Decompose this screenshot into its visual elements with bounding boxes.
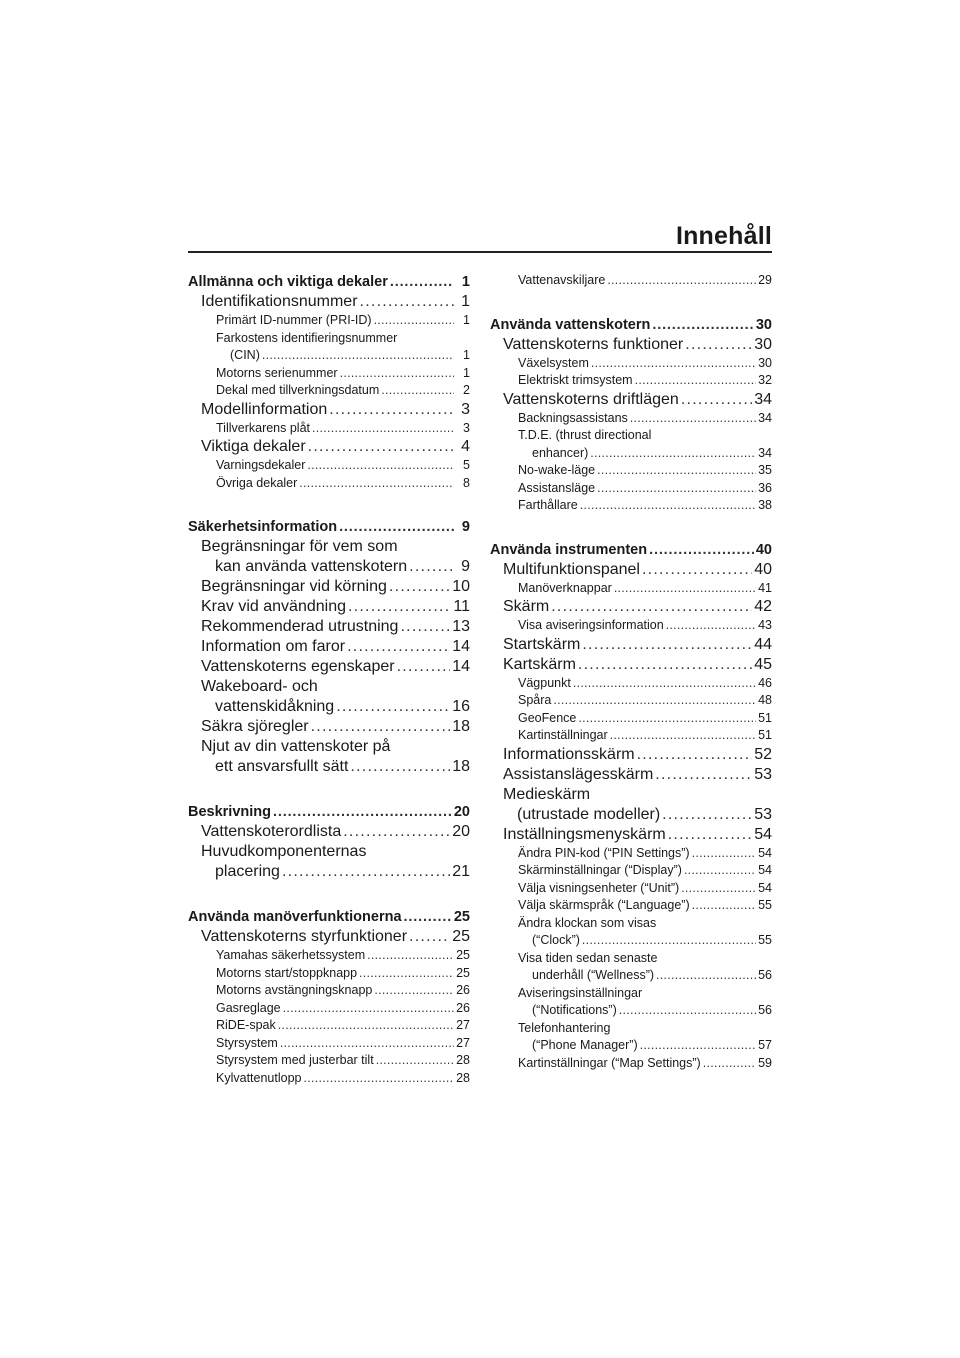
dot-leader: [666, 617, 756, 635]
toc-entry-page: 18: [452, 718, 470, 735]
toc-entry-page: 1: [463, 365, 470, 380]
toc-entry-title: Vattenskoterns funktioner: [503, 335, 684, 353]
toc-entry[interactable]: [188, 677, 470, 717]
toc-entry-title: Vattenskoterns driftlägen: [503, 390, 679, 408]
dot-leader: [551, 597, 752, 617]
dot-leader: [329, 400, 454, 420]
toc-entry-title: Kartinställningar: [518, 728, 608, 742]
toc-right-column: [490, 272, 772, 1072]
dot-leader: [278, 1017, 454, 1035]
toc-entry-page: 25: [453, 909, 470, 925]
dot-leader: [582, 635, 752, 655]
toc-entry-page: 54: [758, 845, 772, 860]
toc-entry-page: 26: [456, 983, 470, 997]
dot-leader: [303, 1070, 454, 1088]
dot-leader: [376, 1052, 454, 1070]
toc-entry-page: 4: [461, 438, 470, 455]
toc-entry[interactable]: [188, 420, 470, 438]
toc-entry-title: Aviseringsinställningar: [518, 985, 643, 1000]
toc-entry-title-continued: (utrustade modeller): [517, 805, 661, 823]
toc-entry-title: Använda instrumenten: [490, 541, 648, 558]
toc-entry-page: 3: [461, 400, 470, 418]
toc-entry-page: 52: [754, 745, 772, 763]
toc-entry-page: 11: [453, 598, 470, 615]
toc-entry-page: 32: [758, 373, 772, 387]
toc-entry-title: Styrsystem: [216, 1035, 278, 1050]
toc-entry[interactable]: [490, 1020, 772, 1055]
toc-entry[interactable]: [188, 517, 470, 537]
toc-entry-title: Elektriskt trimsystem: [518, 373, 633, 387]
dot-leader: [359, 965, 454, 983]
toc-entry-page: 3: [463, 420, 470, 435]
toc-entry-title: Krav vid användning: [201, 598, 346, 615]
toc-entry-page: 27: [456, 1035, 470, 1050]
toc-entry[interactable]: [188, 577, 470, 597]
toc-entry-title: Använda vattenskotern: [490, 316, 651, 333]
toc-entry[interactable]: [490, 462, 772, 480]
toc-entry[interactable]: [490, 497, 772, 515]
toc-entry[interactable]: [188, 330, 470, 365]
dot-leader: [409, 927, 450, 947]
dot-leader: [619, 1002, 756, 1020]
toc-entry[interactable]: [188, 437, 470, 457]
toc-entry-title: Säkra sjöregler: [201, 718, 309, 735]
dot-leader: [668, 825, 752, 845]
dot-leader: [582, 932, 756, 950]
toc-entry-title: Vattenskoterns egenskaper: [201, 658, 395, 675]
toc-entry-title: No-wake-läge: [518, 463, 596, 477]
dot-leader: [590, 445, 756, 463]
toc-entry-title: Manöverknappar: [518, 580, 612, 595]
toc-entry-page: 20: [452, 823, 470, 840]
toc-entry[interactable]: [188, 1035, 470, 1053]
toc-entry[interactable]: [188, 657, 470, 677]
dot-leader: [597, 480, 756, 498]
toc-entry-title: Säkerhetsinformation: [188, 519, 338, 535]
toc-entry-page: 1: [463, 348, 470, 362]
dot-leader: [553, 692, 756, 710]
dot-leader: [607, 272, 756, 290]
toc-entry-title: Ändra PIN-kod (“PIN Settings”): [518, 845, 690, 860]
toc-entry-title: RiDE-spak: [216, 1018, 276, 1032]
dot-leader: [390, 272, 454, 292]
toc-entry-title: Allmänna och viktiga dekaler: [188, 274, 388, 290]
toc-entry-title: Kartinställningar (“Map Settings”): [518, 1055, 701, 1070]
toc-entry[interactable]: [490, 785, 772, 825]
toc-entry-page: 40: [754, 560, 772, 578]
toc-entry[interactable]: [188, 947, 470, 965]
toc-entry-page: 45: [754, 655, 772, 673]
toc-entry[interactable]: [188, 365, 470, 383]
toc-entry-page: 56: [758, 968, 772, 982]
toc-entry-title: Assistanslägesskärm: [503, 765, 654, 783]
dot-leader: [374, 982, 454, 1000]
toc-entry-page: 14: [452, 658, 470, 675]
toc-entry-page: 26: [456, 1000, 470, 1015]
toc-entry-page: 34: [758, 445, 772, 460]
toc-entry-title-continued: (“Clock”): [532, 933, 580, 947]
toc-entry-title-continued: placering: [215, 863, 280, 880]
toc-entry-page: 44: [754, 635, 772, 653]
toc-entry[interactable]: [188, 637, 470, 657]
dot-leader: [347, 637, 450, 657]
toc-entry-page: 30: [755, 316, 772, 333]
toc-entry-title: Vägpunkt: [518, 675, 571, 690]
toc-entry-title: Använda manöverfunktionerna: [188, 909, 402, 925]
toc-entry-title: Inställningsmenyskärm: [503, 825, 666, 843]
toc-entry-title-continued: underhåll (“Wellness”): [532, 968, 655, 982]
dot-leader: [662, 805, 752, 825]
dot-leader: [340, 365, 454, 383]
toc-entry-page: 51: [758, 710, 772, 725]
dot-leader: [681, 390, 752, 410]
toc-entry-title-continued: (“Phone Manager”): [532, 1038, 638, 1052]
toc-entry[interactable]: [490, 845, 772, 863]
toc-entry[interactable]: [490, 480, 772, 498]
toc-entry-title: Kartskärm: [503, 655, 576, 673]
toc-entry-page: 36: [758, 480, 772, 495]
toc-entry-title: Styrsystem med justerbar tilt: [216, 1053, 374, 1067]
dot-leader: [400, 617, 450, 637]
toc-entry[interactable]: [490, 427, 772, 462]
toc-entry-page: 14: [452, 638, 470, 655]
toc-left-column: [188, 272, 470, 1087]
toc-entry-title: Identifikationsnummer: [201, 293, 358, 310]
toc-entry[interactable]: [490, 897, 772, 915]
toc-entry[interactable]: [188, 822, 470, 842]
toc-entry[interactable]: [188, 272, 470, 292]
dot-leader: [273, 802, 452, 822]
toc-entry-page: 51: [758, 728, 772, 742]
toc-entry[interactable]: [490, 655, 772, 675]
dot-leader: [307, 457, 454, 475]
toc-entry-title: GeoFence: [518, 710, 577, 725]
toc-entry-title: Njut av din vattenskoter på: [201, 738, 391, 755]
toc-entry-page: 5: [463, 458, 470, 472]
dot-leader: [350, 757, 450, 777]
toc-entry[interactable]: [490, 915, 772, 950]
toc-entry-title: Viktiga dekaler: [201, 438, 306, 455]
toc-entry[interactable]: [490, 765, 772, 785]
toc-entry[interactable]: [490, 745, 772, 765]
toc-entry-title: Begränsningar vid körning: [201, 578, 387, 595]
toc-entry-page: 34: [754, 390, 772, 408]
dot-leader: [649, 540, 754, 560]
toc-entry[interactable]: [490, 635, 772, 655]
toc-entry[interactable]: [188, 292, 470, 312]
toc-entry-title: Skärminställningar (“Display”): [518, 863, 682, 877]
toc-entry[interactable]: [188, 617, 470, 637]
dot-leader: [409, 557, 454, 577]
toc-entry-title: Wakeboard- och: [201, 678, 318, 695]
toc-entry-page: 21: [452, 863, 470, 880]
dot-leader: [312, 420, 454, 438]
toc-entry[interactable]: [188, 537, 470, 577]
dot-leader: [597, 462, 756, 480]
dot-leader: [367, 947, 454, 965]
dot-leader: [684, 862, 756, 880]
toc-entry-title: Informationsskärm: [503, 745, 635, 763]
toc-entry-page: 43: [758, 618, 772, 632]
toc-entry-page: 28: [456, 1070, 470, 1085]
toc-entry[interactable]: [490, 862, 772, 880]
toc-entry[interactable]: [188, 842, 470, 882]
toc-entry[interactable]: [188, 1052, 470, 1070]
toc-entry-page: 56: [758, 1003, 772, 1017]
dot-leader: [692, 845, 756, 863]
toc-entry[interactable]: [490, 355, 772, 373]
dot-leader: [374, 312, 454, 330]
toc-entry[interactable]: [490, 315, 772, 335]
dot-leader: [642, 560, 752, 580]
toc-entry[interactable]: [490, 597, 772, 617]
toc-entry-page: 54: [758, 880, 772, 895]
toc-entry[interactable]: [490, 825, 772, 845]
dot-leader: [578, 655, 752, 675]
toc-entry-title: Multifunktionspanel: [503, 560, 640, 578]
dot-leader: [656, 967, 756, 985]
dot-leader: [311, 717, 451, 737]
toc-entry-page: 48: [758, 693, 772, 707]
toc-entry[interactable]: [490, 580, 772, 598]
toc-entry[interactable]: [188, 400, 470, 420]
toc-entry[interactable]: [188, 737, 470, 777]
toc-entry-page: 59: [758, 1055, 772, 1070]
toc-entry-page: 9: [461, 519, 470, 535]
toc-entry-title-continued: enhancer): [532, 445, 589, 460]
toc-entry-page: 2: [463, 383, 470, 397]
toc-entry[interactable]: [188, 457, 470, 475]
dot-leader: [681, 880, 756, 898]
toc-entry[interactable]: [490, 692, 772, 710]
toc-entry[interactable]: [490, 335, 772, 355]
toc-entry-title: Motorns avstängningsknapp: [216, 983, 373, 997]
toc-entry-title: Tillverkarens plåt: [216, 420, 311, 435]
toc-entry-page: 27: [456, 1018, 470, 1032]
toc-entry-page: 57: [758, 1038, 772, 1052]
toc-entry-title: Vattenskoterordlista: [201, 823, 342, 840]
dot-leader: [685, 335, 752, 355]
toc-entry-title: Skärm: [503, 598, 550, 615]
toc-entry-title: Ändra klockan som visas: [518, 915, 657, 930]
toc-entry-page: 30: [754, 335, 772, 353]
toc-entry[interactable]: [490, 560, 772, 580]
toc-entry-page: 25: [456, 965, 470, 980]
toc-entry-page: 34: [758, 410, 772, 425]
toc-entry-title: Visa tiden sedan senaste: [518, 950, 658, 965]
toc-entry[interactable]: [188, 1070, 470, 1088]
toc-entry-title: Modellinformation: [201, 400, 328, 418]
toc-entry-title: Huvudkomponenternas: [201, 843, 367, 860]
toc-entry-title: Kylvattenutlopp: [216, 1070, 302, 1085]
toc-entry[interactable]: [490, 390, 772, 410]
toc-entry[interactable]: [490, 372, 772, 390]
dot-leader: [404, 907, 452, 927]
toc-entry-title-continued: kan använda vattenskotern: [215, 558, 408, 575]
toc-entry-title: Backningsassistans: [518, 410, 628, 425]
toc-entry[interactable]: [490, 675, 772, 693]
toc-entry-title-continued: (“Notifications”): [532, 1003, 617, 1017]
toc-entry-title: Spåra: [518, 693, 552, 707]
dot-leader: [652, 315, 754, 335]
toc-entry-page: 20: [453, 804, 470, 820]
toc-entry[interactable]: [490, 1055, 772, 1073]
toc-entry-title: Vattenavskiljare: [518, 273, 606, 287]
toc-entry-title: Begränsningar för vem som: [201, 538, 398, 555]
toc-entry-title: Välja visningsenheter (“Unit”): [518, 880, 680, 895]
toc-entry-title: Motorns start/stoppknapp: [216, 965, 358, 980]
toc-entry-page: 41: [758, 580, 772, 595]
toc-entry-title: Telefonhantering: [518, 1020, 611, 1035]
dot-leader: [703, 1055, 756, 1073]
toc-entry[interactable]: [188, 927, 470, 947]
title-divider: [188, 251, 772, 253]
toc-entry-page: 13: [452, 618, 470, 635]
dot-leader: [299, 475, 454, 493]
toc-entry[interactable]: [188, 475, 470, 493]
toc-entry-page: 9: [461, 558, 470, 575]
toc-entry-title: T.D.E. (thrust directional: [518, 428, 652, 442]
dot-leader: [630, 410, 756, 428]
toc-entry-title: Assistansläge: [518, 480, 596, 495]
toc-entry-title: Övriga dekaler: [216, 475, 298, 490]
toc-entry-title-continued: vattenskidåkning: [215, 698, 335, 715]
toc-entry-title: Varningsdekaler: [216, 458, 306, 472]
toc-entry-page: 53: [754, 805, 772, 823]
toc-entry-page: 28: [456, 1053, 470, 1067]
toc-entry-title: Dekal med tillverkningsdatum: [216, 383, 380, 397]
toc-entry[interactable]: [188, 717, 470, 737]
toc-entry[interactable]: [188, 597, 470, 617]
dot-leader: [348, 597, 451, 617]
toc-entry-page: 16: [452, 698, 470, 715]
toc-entry-title: Motorns serienummer: [216, 365, 338, 380]
toc-entry-page: 18: [452, 758, 470, 775]
dot-leader: [339, 517, 454, 537]
toc-entry-page: 1: [461, 274, 470, 290]
toc-entry-page: 10: [452, 578, 470, 595]
toc-entry[interactable]: [490, 272, 772, 290]
toc-entry-page: 8: [463, 475, 470, 490]
toc-entry[interactable]: [188, 1017, 470, 1035]
toc-entry-page: 35: [758, 463, 772, 477]
toc-entry[interactable]: [188, 982, 470, 1000]
dot-leader: [280, 1035, 454, 1053]
toc-entry[interactable]: [490, 950, 772, 985]
dot-leader: [389, 577, 450, 597]
dot-leader: [308, 437, 454, 457]
toc-entry-page: 25: [456, 948, 470, 962]
dot-leader: [343, 822, 450, 842]
toc-entry-title: Startskärm: [503, 635, 581, 653]
toc-entry-page: 25: [452, 928, 470, 945]
page-title: Innehåll: [675, 222, 772, 250]
toc-entry-title: Primärt ID-nummer (PRI-ID): [216, 313, 372, 327]
toc-entry-page: 55: [758, 933, 772, 947]
toc-entry-page: 29: [758, 273, 772, 287]
toc-entry-title: Beskrivning: [188, 804, 271, 820]
toc-entry-page: 53: [754, 765, 772, 783]
toc-entry[interactable]: [188, 1000, 470, 1018]
dot-leader: [610, 727, 756, 745]
toc-entry[interactable]: [490, 985, 772, 1020]
toc-entry-title: Rekommenderad utrustning: [201, 618, 399, 635]
dot-leader: [635, 372, 756, 390]
dot-leader: [692, 897, 756, 915]
dot-leader: [283, 1000, 454, 1018]
dot-leader: [614, 580, 756, 598]
toc-entry-title: Information om faror: [201, 638, 346, 655]
toc-entry[interactable]: [490, 727, 772, 745]
toc-entry[interactable]: [188, 802, 470, 822]
toc-entry[interactable]: [490, 617, 772, 635]
toc-entry-title-continued: ett ansvarsfullt sätt: [215, 758, 349, 775]
toc-entry[interactable]: [188, 312, 470, 330]
toc-entry-title: Medieskärm: [503, 785, 591, 803]
toc-entry-page: 40: [755, 541, 772, 558]
toc-entry-title: Farthållare: [518, 498, 578, 512]
toc-entry[interactable]: [188, 907, 470, 927]
dot-leader: [578, 710, 756, 728]
dot-leader: [360, 292, 454, 312]
toc-entry[interactable]: [188, 965, 470, 983]
toc-entry-page: 42: [754, 598, 772, 615]
toc-entry-title: Yamahas säkerhetssystem: [216, 948, 366, 962]
toc-entry-page: 1: [461, 293, 470, 310]
toc-entry[interactable]: [490, 410, 772, 428]
toc-entry-title: Farkostens identifieringsnummer: [216, 330, 398, 345]
toc-entry-page: 55: [758, 898, 772, 912]
toc-entry-title: Visa aviseringsinformation: [518, 618, 664, 632]
toc-entry[interactable]: [490, 880, 772, 898]
dot-leader: [573, 675, 756, 693]
dot-leader: [282, 862, 450, 882]
toc-entry[interactable]: [490, 710, 772, 728]
dot-leader: [397, 657, 451, 677]
toc-entry[interactable]: [188, 382, 470, 400]
toc-entry[interactable]: [490, 540, 772, 560]
toc-entry-page: 1: [463, 313, 470, 327]
dot-leader: [591, 355, 756, 373]
toc-entry-page: 30: [758, 355, 772, 370]
dot-leader: [262, 347, 454, 365]
dot-leader: [336, 697, 450, 717]
toc-entry-title-continued: (CIN): [230, 348, 260, 362]
dot-leader: [580, 497, 756, 515]
toc-entry-page: 54: [754, 825, 772, 843]
dot-leader: [655, 765, 752, 785]
dot-leader: [637, 745, 753, 765]
toc-entry-page: 38: [758, 498, 772, 512]
dot-leader: [640, 1037, 756, 1055]
toc-entry-title: Vattenskoterns styrfunktioner: [201, 928, 408, 945]
dot-leader: [381, 382, 454, 400]
toc-entry-title: Välja skärmspråk (“Language”): [518, 898, 690, 912]
toc-entry-title: Växelsystem: [518, 355, 589, 370]
toc-entry-page: 46: [758, 675, 772, 690]
toc-entry-title: Gasreglage: [216, 1000, 281, 1015]
toc-entry-page: 54: [758, 863, 772, 877]
